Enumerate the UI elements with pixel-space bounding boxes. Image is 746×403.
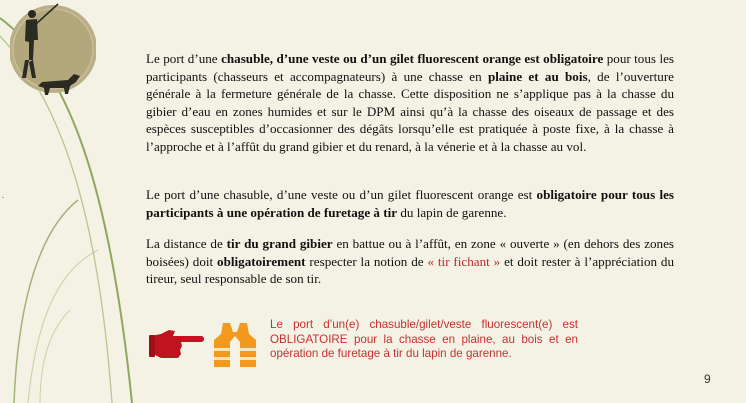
paragraph-bold-text: obligatoirement [217, 253, 306, 269]
paragraph-bold-text: chasuble, d’une veste ou d’un gilet fluorescent orange est obligatoire [221, 51, 604, 66]
paragraph-text: Le port d’une [146, 51, 222, 66]
paragraph-text: et doit rester à l’appréciation du tireur, seul responsable de son tir. [146, 253, 675, 287]
paragraph-plaine-bois [146, 50, 674, 156]
paragraph-text: du lapin de garenne. [397, 204, 507, 220]
paragraph-text: Le port d’une chasuble, d’une veste ou d’un gilet fluorescent orange est [146, 187, 537, 202]
paragraph-text: pour tous les participants (chasseurs et accompagnateurs) à une chasse en [146, 51, 674, 84]
paragraph-furetage [146, 186, 674, 221]
paragraph-text: en battue ou à l’affût, en zone « ouverte » (en dehors des zones boisées) doit [146, 236, 675, 269]
safety-vest-icon [213, 322, 257, 368]
paragraph-text: respecter la notion de [305, 253, 428, 269]
paragraph-bold-text: tir du grand gibier [226, 236, 333, 251]
stray-mark: . [2, 190, 5, 200]
page-number: 9 [704, 372, 711, 386]
pointing-hand-icon [149, 326, 205, 360]
paragraph-tir-grand-gibier [146, 235, 674, 288]
paragraph-text: La distance de [146, 236, 227, 251]
paragraph-bold-text: obligatoire pour tous les participants à une opération de furetage à tir [146, 187, 675, 220]
obligation-callout: Le port d’un(e) chasuble/gilet/veste fluorescent(e) est OBLIGATOIRE pour la chasse en plaine, au bois et en opération de furetage à tir du lapin de garenne. [270, 318, 578, 361]
hunter-with-dog-emblem-icon [10, 0, 96, 98]
paragraph-bold-text: plaine et au bois [487, 68, 588, 84]
paragraph-text: , de l’ouverture générale à la fermeture générale de la chasse. Cette disposition ne s’applique pas à la chasse du gibier d’eau en zones humides et sur le DPM ainsi qu’à la chasse des oiseaux de passage et des espèces susceptibles d’occasionner des dégâts lorsqu’elle est pratiquée à poste fixe, à la chasse à l’approche et à l’affût du grand gibier et du renard, à la vénerie et à la chasse au vol. [146, 68, 674, 154]
tir-fichant-highlight: « tir fichant » [427, 253, 501, 269]
